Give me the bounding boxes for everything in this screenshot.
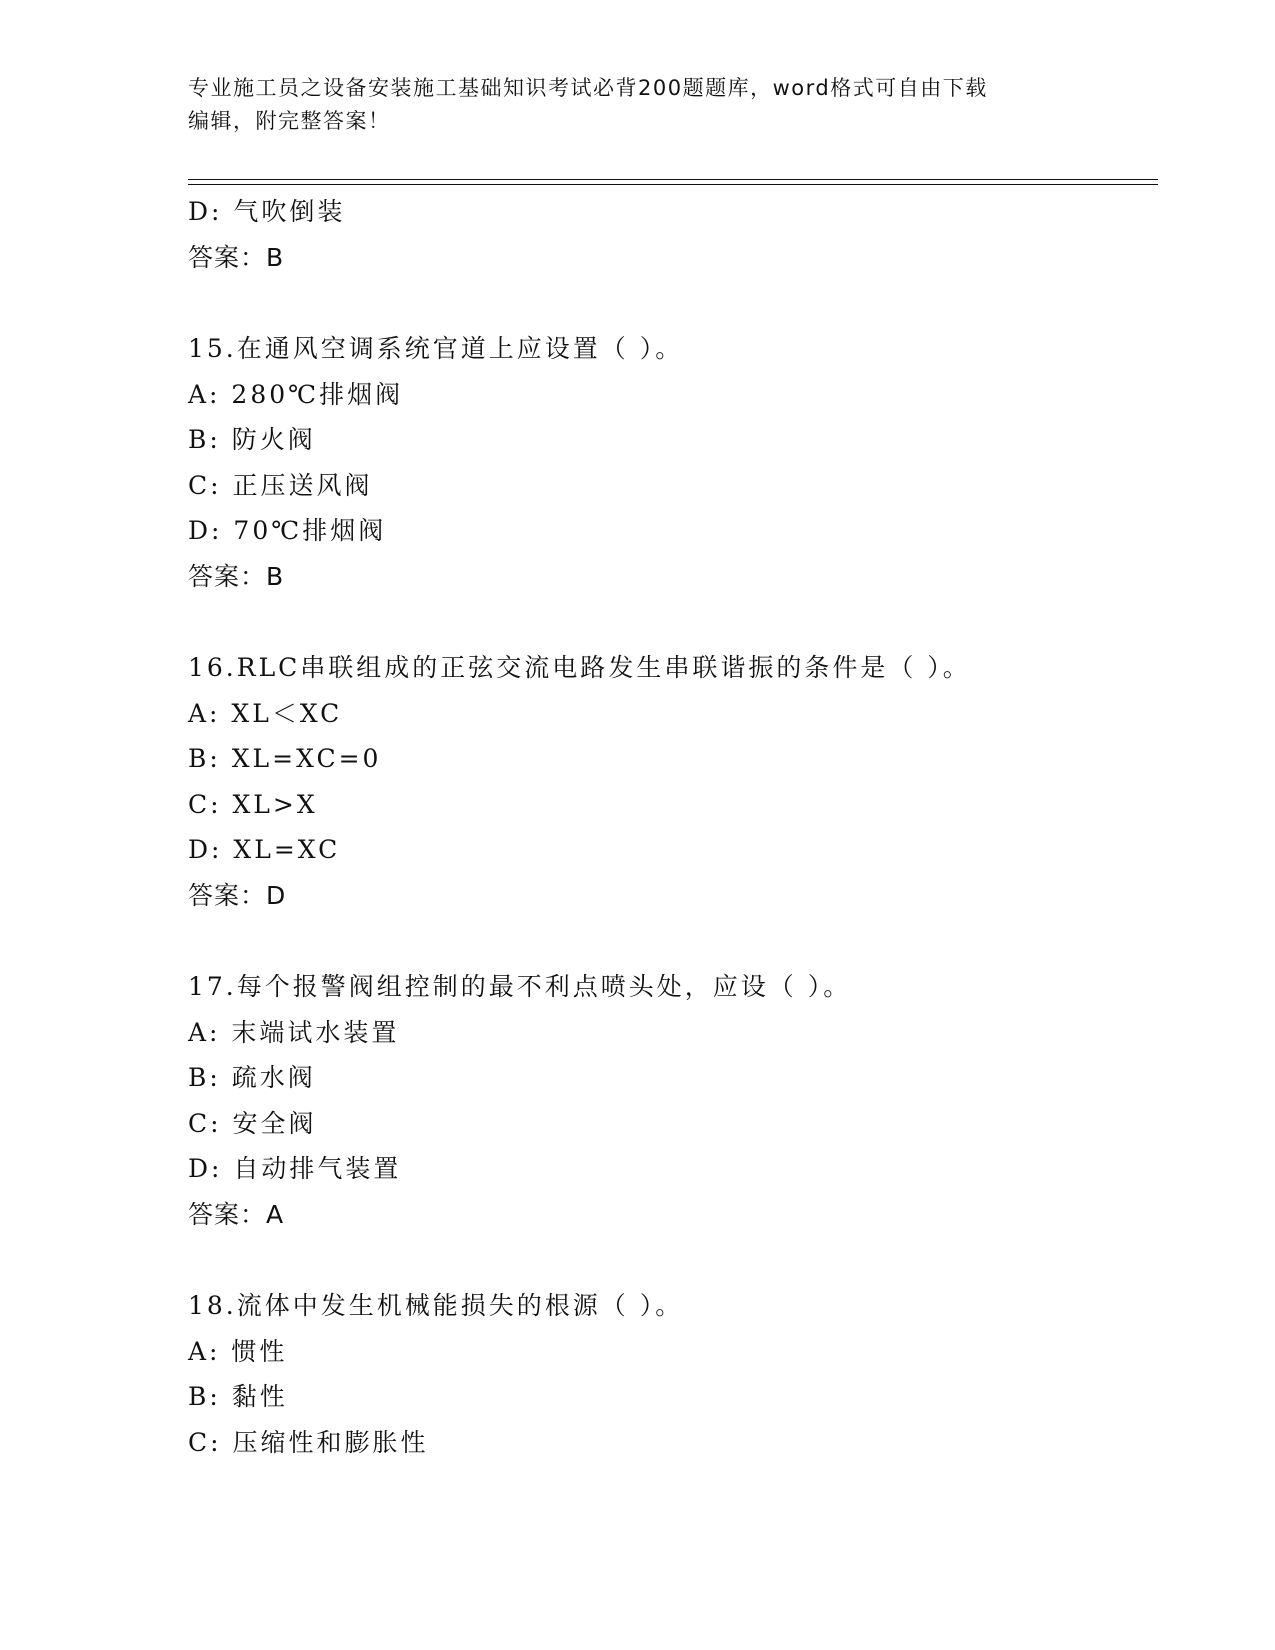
option-d: D: XL=XC (188, 835, 341, 864)
question-14-tail (188, 189, 1148, 280)
option-a: A: 280℃排烟阀 (188, 379, 404, 409)
question-text: 17.每个报警阀组控制的最不利点喷头处，应设（ ）。 (188, 972, 852, 1001)
option-a: A: 末端试水装置 (188, 1017, 400, 1047)
question-text: 16.RLC串联组成的正弦交流电路发生串联谐振的条件是（ ）。 (188, 653, 971, 682)
option-b: B: 疏水阀 (188, 1063, 316, 1092)
question-17 (188, 964, 1148, 1237)
answer: 答案：B (188, 242, 285, 272)
answer: 答案：A (188, 1199, 285, 1229)
question-text: 18.流体中发生机械能损失的根源（ ）。 (188, 1291, 684, 1320)
question-18 (188, 1283, 1148, 1465)
option-c: C: XL>X (188, 789, 318, 819)
header-divider-top (188, 179, 1158, 180)
option-a: A: XL＜XC (188, 698, 343, 728)
option-c: C: 安全阀 (188, 1108, 317, 1138)
answer: 答案：D (188, 880, 287, 910)
option-a: A: 惯性 (188, 1336, 288, 1366)
option-b: B: 黏性 (188, 1382, 288, 1411)
document-header (188, 72, 1088, 138)
option-d: D: 气吹倒装 (188, 197, 346, 226)
question-text: 15.在通风空调系统官道上应设置（ ）。 (188, 334, 684, 363)
option-c: C: 压缩性和膨胀性 (188, 1427, 429, 1457)
question-list (188, 189, 1148, 1465)
option-b: B: XL=XC=0 (188, 744, 382, 773)
header-title-line2: 编辑，附完整答案！ (188, 109, 391, 133)
question-15 (188, 326, 1148, 599)
option-b: B: 防火阀 (188, 425, 316, 454)
answer: 答案：B (188, 561, 285, 591)
option-d: D: 70℃排烟阀 (188, 516, 387, 545)
header-divider-bottom (188, 184, 1158, 185)
option-d: D: 自动排气装置 (188, 1154, 402, 1183)
question-16 (188, 645, 1148, 918)
option-c: C: 正压送风阀 (188, 470, 373, 500)
header-title-line1: 专业施工员之设备安装施工基础知识考试必背200题题库，word格式可自由下载 (188, 76, 988, 100)
